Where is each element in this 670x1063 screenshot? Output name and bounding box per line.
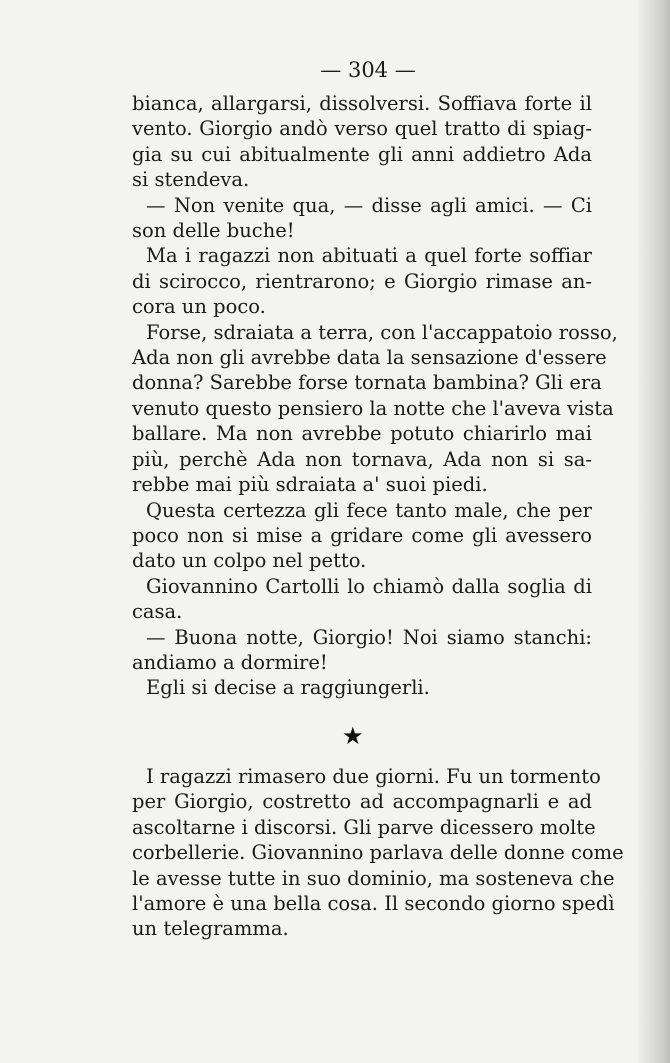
text-line: poco non si mise a gridare come gli avessero (132, 523, 592, 547)
text-line: le avesse tutte in suo dominio, ma sosteneva che (132, 866, 615, 890)
section-separator-star: ★ (342, 722, 364, 750)
text-line: gia su cui abitualmente gli anni addietro Ada (132, 142, 592, 166)
text-section-two (132, 764, 624, 942)
text-line: ballare. Ma non avrebbe potuto chiarirlo mai (132, 422, 592, 446)
text-line: Egli si decise a raggiungerli. (146, 676, 430, 700)
text-line: si stendeva. (132, 168, 250, 192)
text-line: dato un colpo nel petto. (132, 549, 367, 573)
text-line: casa. (132, 600, 183, 624)
text-line: rebbe mai più sdraiata a' suoi piedi. (132, 473, 488, 497)
text-line: Ma i ragazzi non abituati a quel forte soffiar (146, 244, 592, 268)
text-line: Forse, sdraiata a terra, con l'accappatoio rosso, (146, 320, 618, 344)
text-line: son delle buche! (132, 219, 295, 243)
text-line: Giovannino Cartolli lo chiamò dalla soglia di (146, 574, 592, 598)
text-line: vento. Giorgio andò verso quel tratto di spiag- (132, 117, 592, 141)
text-line: un telegramma. (132, 917, 289, 941)
text-line: per Giorgio, costretto ad accompagnarli e ad (132, 790, 592, 814)
page-number: — 304 — (320, 58, 416, 82)
text-line: Questa certezza gli fece tanto male, che per (146, 498, 592, 522)
text-line: bianca, allargarsi, dissolversi. Soffiava forte il (132, 92, 592, 115)
text-line: ascoltarne i discorsi. Gli parve dicessero molte (132, 815, 596, 839)
text-line: andiamo a dormire! (132, 650, 328, 674)
page-gutter-shadow (638, 0, 670, 1063)
text-line: donna? Sarebbe forse tornata bambina? Gli era (132, 371, 602, 395)
text-line: — Non venite qua, — disse agli amici. — Ci (146, 193, 592, 217)
text-line: l'amore è una bella cosa. Il secondo giorno spedì (132, 892, 615, 916)
text-line: venuto questo pensiero la notte che l'aveva vista (132, 396, 614, 420)
text-line: cora un poco. (132, 295, 266, 319)
text-line: — Buona notte, Giorgio! Noi siamo stanchi: (146, 625, 592, 649)
text-section-one (132, 91, 618, 701)
text-line: corbellerie. Giovannino parlava delle donne come (132, 841, 624, 865)
text-line: Ada non gli avrebbe data la sensazione d'essere (132, 346, 607, 370)
text-line: di scirocco, rientrarono; e Giorgio rimase an- (132, 269, 592, 293)
text-line: I ragazzi rimasero due giorni. Fu un tormento (146, 765, 601, 788)
text-line: più, perchè Ada non tornava, Ada non si sa- (132, 447, 592, 471)
